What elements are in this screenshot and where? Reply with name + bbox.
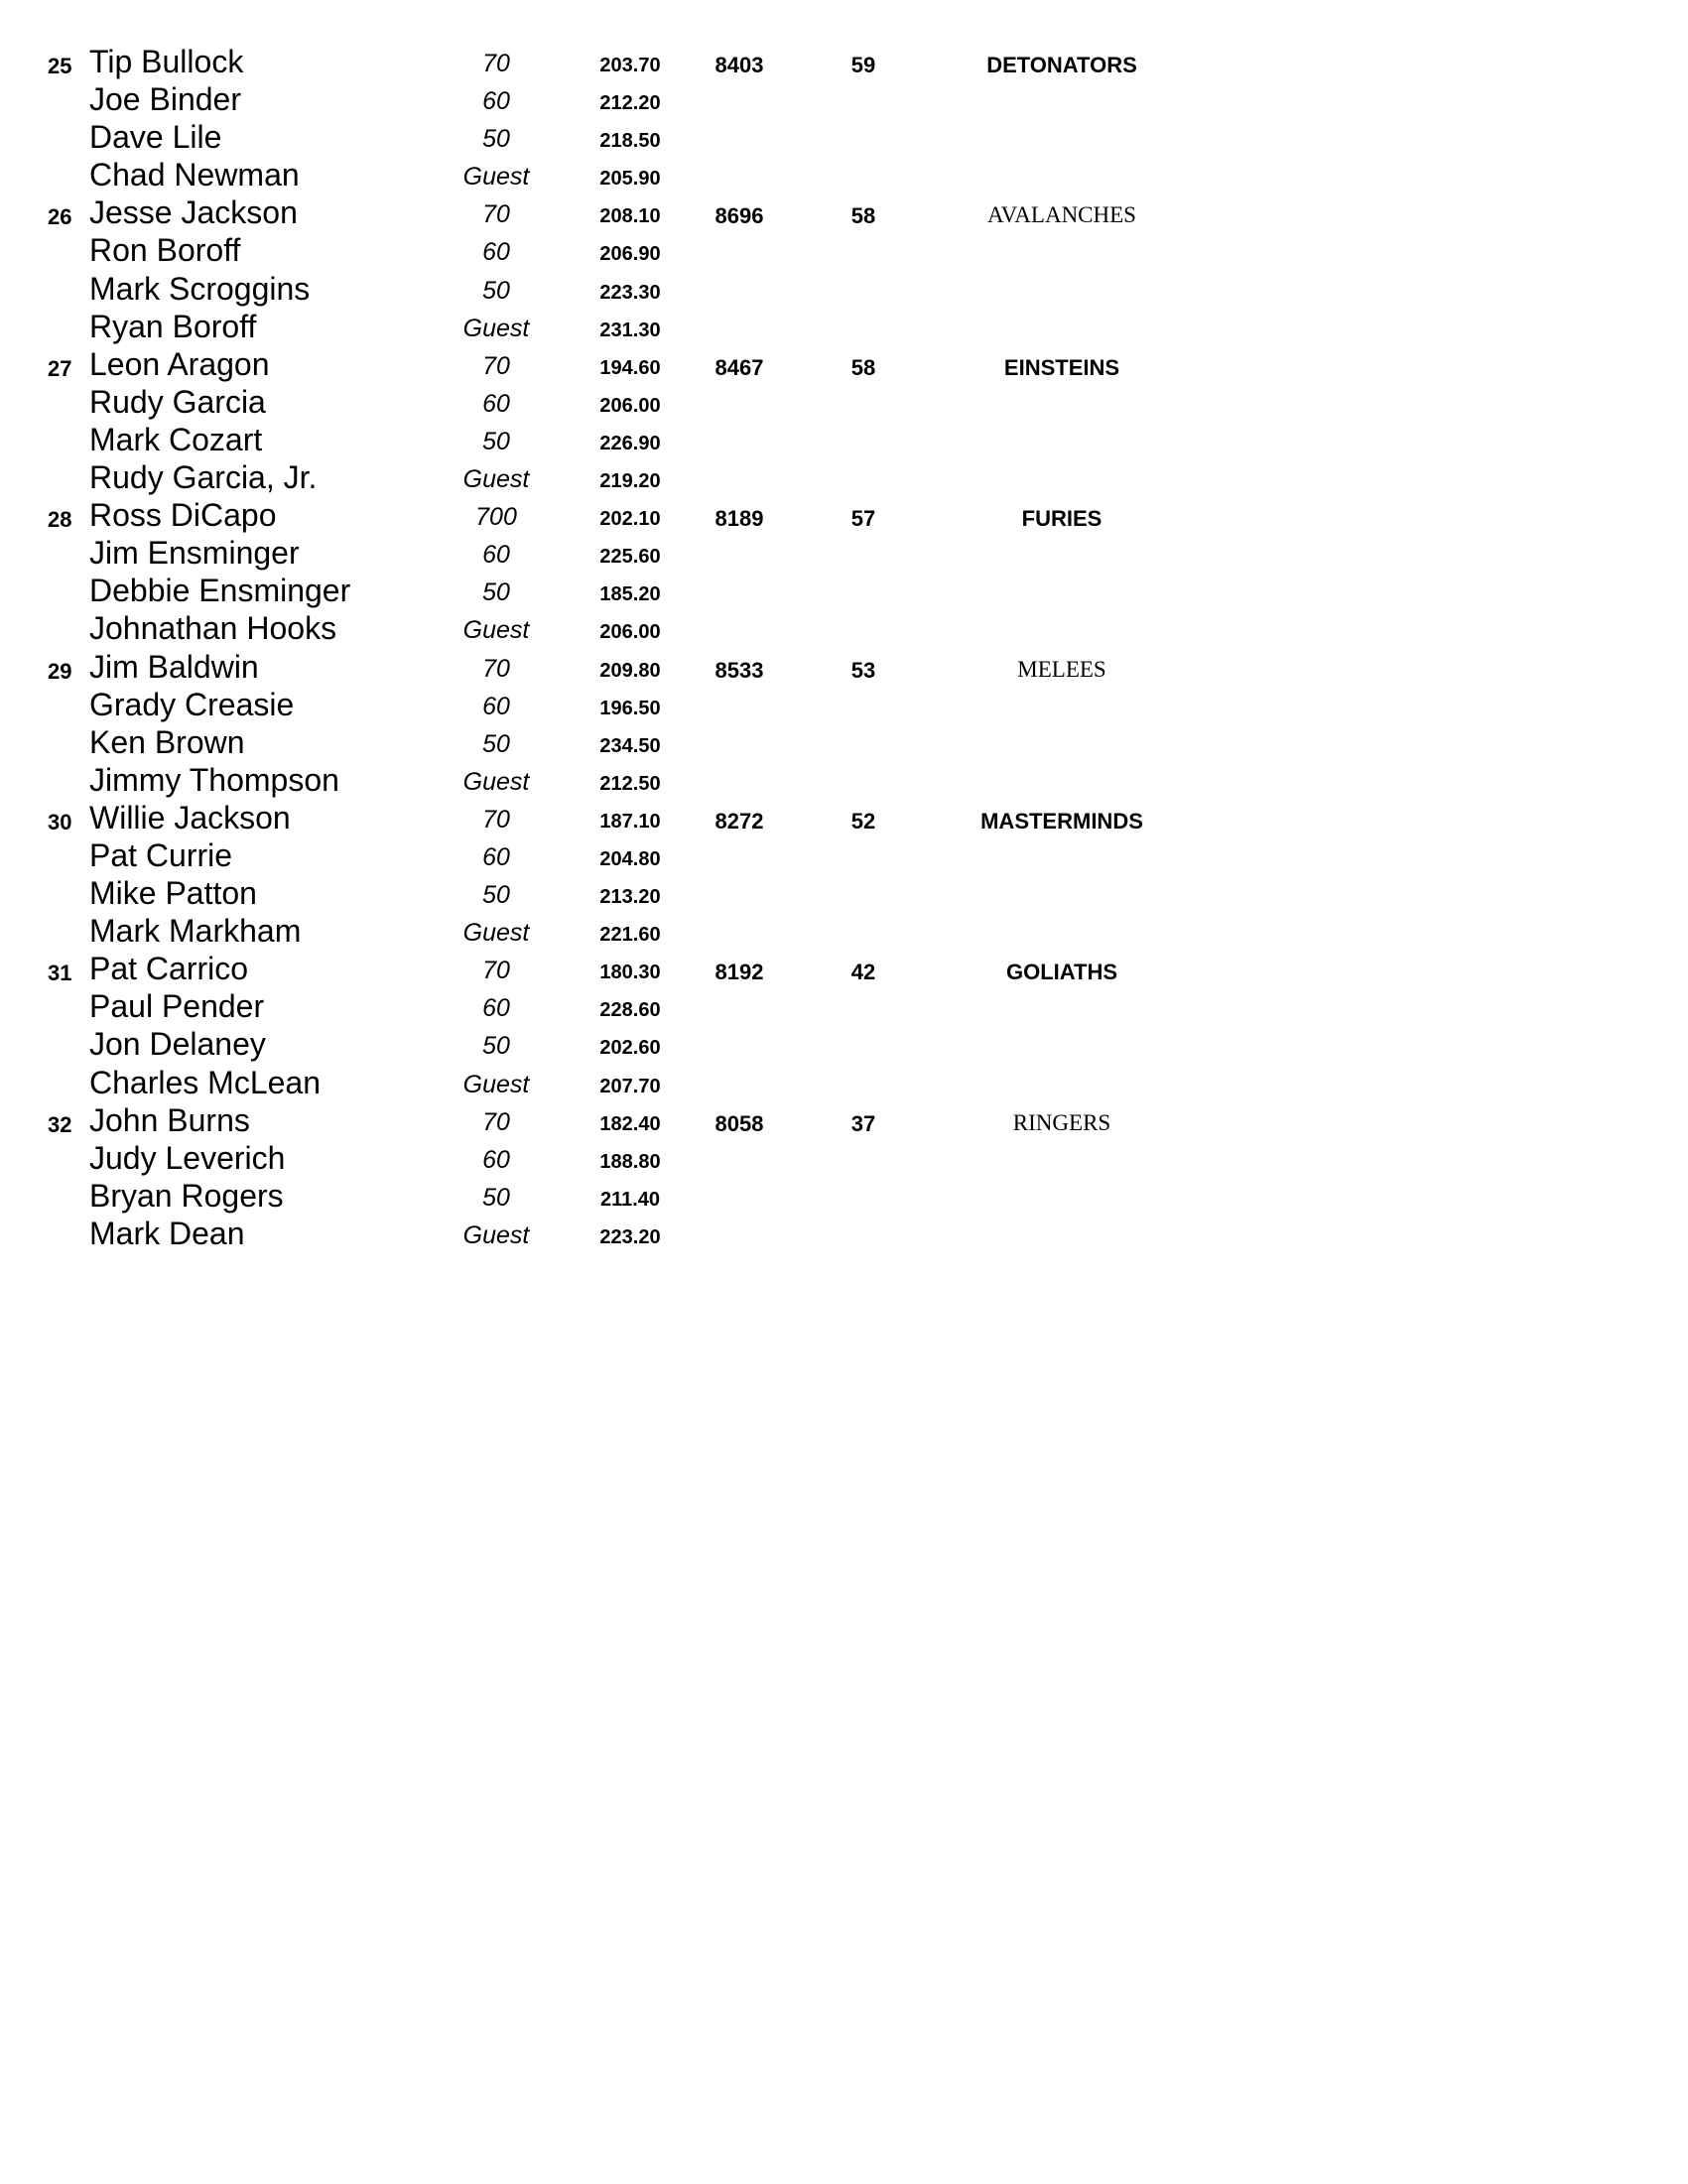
team-member-row — [0, 232, 1688, 270]
team-rank: 30 — [48, 809, 72, 835]
bowler-average: 204.80 — [599, 847, 661, 870]
team-rank: 28 — [48, 507, 72, 533]
bowler-handicap: 50 — [482, 729, 510, 758]
team-lead-row — [0, 951, 1688, 988]
team-total-pins: 8189 — [714, 506, 764, 532]
bowler-average: 202.10 — [599, 508, 661, 531]
team-lead-row — [0, 649, 1688, 687]
team-points: 37 — [850, 1110, 876, 1136]
team-lead-row — [0, 346, 1688, 384]
bowler-name: Mark Dean — [89, 1215, 245, 1251]
bowler-average: 206.90 — [599, 243, 661, 266]
bowler-handicap: 70 — [482, 1107, 510, 1136]
bowler-handicap: 50 — [482, 427, 510, 455]
bowler-average: 234.50 — [599, 734, 661, 757]
team-member-row — [0, 1216, 1688, 1253]
bowler-handicap: 60 — [482, 1145, 510, 1174]
team-points: 42 — [850, 960, 876, 985]
team-total-pins: 8696 — [714, 203, 764, 229]
bowler-handicap: 50 — [482, 1183, 510, 1212]
team-points: 59 — [850, 53, 876, 77]
bowler-handicap: Guest — [462, 465, 530, 494]
team-member-row — [0, 271, 1688, 309]
bowler-average: 196.50 — [599, 697, 661, 719]
bowler-average: 203.70 — [599, 55, 661, 76]
team-name: GOLIATHS — [1005, 960, 1118, 985]
team-member-row — [0, 384, 1688, 422]
bowler-name: Pat Currie — [89, 836, 233, 873]
bowler-name: Bryan Rogers — [89, 1177, 284, 1214]
bowler-name: Leon Aragon — [89, 345, 270, 382]
bowler-average: 218.50 — [599, 130, 661, 153]
bowler-handicap: Guest — [462, 919, 530, 948]
bowler-name: Willie Jackson — [89, 799, 291, 835]
team-total-pins: 8533 — [714, 657, 764, 683]
team-points: 52 — [850, 808, 876, 834]
bowler-average: 212.20 — [599, 92, 661, 115]
team-total-pins: 8058 — [714, 1110, 764, 1136]
bowler-average: 208.10 — [599, 205, 661, 228]
bowler-average: 205.90 — [599, 168, 661, 191]
bowler-name: Tip Bullock — [89, 44, 244, 79]
team-member-row — [0, 535, 1688, 573]
team-name: RINGERS — [1012, 1109, 1111, 1135]
team-standings-list — [0, 44, 1688, 1253]
bowler-average: 221.60 — [599, 924, 661, 947]
bowler-handicap: 70 — [482, 351, 510, 380]
bowler-name: Ken Brown — [89, 723, 245, 760]
bowler-average: 219.20 — [599, 470, 661, 493]
bowler-handicap: 70 — [482, 200, 510, 229]
team-total-pins: 8403 — [714, 53, 764, 77]
bowler-handicap: 50 — [482, 1032, 510, 1061]
bowler-average: 180.30 — [599, 962, 661, 984]
bowler-handicap: 60 — [482, 238, 510, 267]
team-member-row — [0, 309, 1688, 346]
bowler-handicap: 70 — [482, 957, 510, 985]
bowler-handicap: 70 — [482, 50, 510, 77]
bowler-average: 231.30 — [599, 319, 661, 341]
bowler-handicap: 50 — [482, 578, 510, 607]
bowler-average: 223.30 — [599, 281, 661, 304]
team-lead-row — [0, 497, 1688, 535]
bowler-name: Jim Ensminger — [89, 535, 300, 572]
bowler-handicap: 50 — [482, 276, 510, 305]
bowler-handicap: 60 — [482, 842, 510, 871]
bowler-average: 202.60 — [599, 1037, 661, 1060]
team-member-row — [0, 81, 1688, 119]
bowler-name: Paul Pender — [89, 988, 265, 1025]
bowler-name: Rudy Garcia — [89, 383, 266, 420]
bowler-name: Judy Leverich — [89, 1139, 286, 1176]
bowler-name: Ron Boroff — [89, 232, 241, 269]
team-name: AVALANCHES — [987, 202, 1136, 228]
team-member-row — [0, 913, 1688, 951]
bowler-handicap: 60 — [482, 541, 510, 570]
team-member-row — [0, 988, 1688, 1026]
bowler-name: Jon Delaney — [89, 1026, 266, 1063]
bowler-name: Charles McLean — [89, 1064, 321, 1100]
team-name: FURIES — [1021, 506, 1103, 532]
team-member-row — [0, 1026, 1688, 1064]
bowler-handicap: Guest — [462, 1070, 530, 1098]
team-points: 53 — [850, 657, 876, 683]
team-total-pins: 8272 — [714, 808, 764, 834]
team-total-pins: 8467 — [714, 354, 764, 380]
team-lead-row — [0, 1102, 1688, 1140]
bowler-average: 206.00 — [599, 621, 661, 644]
bowler-name: Mark Scroggins — [89, 270, 311, 307]
bowler-name: Jesse Jackson — [89, 194, 298, 231]
team-points: 58 — [850, 203, 876, 229]
team-member-row — [0, 610, 1688, 648]
bowler-average: 185.20 — [599, 583, 661, 606]
team-member-row — [0, 573, 1688, 610]
team-total-pins: 8192 — [714, 960, 764, 985]
bowler-handicap: 70 — [482, 805, 510, 834]
bowler-name: Joe Binder — [89, 81, 241, 118]
bowler-handicap: Guest — [462, 616, 530, 645]
team-member-row — [0, 422, 1688, 459]
bowler-average: 209.80 — [599, 659, 661, 682]
bowler-average: 187.10 — [599, 810, 661, 833]
bowler-name: Ross DiCapo — [89, 497, 277, 534]
bowler-handicap: 50 — [482, 881, 510, 910]
bowler-name: Mike Patton — [89, 875, 257, 912]
team-name: MASTERMINDS — [980, 808, 1143, 834]
team-rank: 29 — [48, 658, 72, 684]
bowler-average: 211.40 — [599, 1188, 661, 1211]
bowler-name: Mark Cozart — [89, 421, 263, 457]
bowler-name: Ryan Boroff — [89, 308, 257, 344]
bowler-handicap: Guest — [462, 1220, 530, 1249]
bowler-handicap: 50 — [482, 125, 510, 154]
bowler-handicap: 60 — [482, 692, 510, 720]
bowler-handicap: 60 — [482, 994, 510, 1023]
team-points: 58 — [850, 354, 876, 380]
bowler-handicap: 60 — [482, 87, 510, 116]
team-rank: 26 — [48, 204, 72, 230]
bowler-average: 182.40 — [599, 1112, 661, 1135]
team-member-row — [0, 724, 1688, 762]
bowler-average: 226.90 — [599, 432, 661, 454]
bowler-handicap: 60 — [482, 389, 510, 418]
bowler-average: 213.20 — [599, 886, 661, 909]
bowler-average: 188.80 — [599, 1150, 661, 1173]
bowler-name: Jim Baldwin — [89, 648, 259, 685]
bowler-name: John Burns — [89, 1101, 250, 1138]
team-member-row — [0, 1178, 1688, 1216]
team-name: EINSTEINS — [1003, 354, 1120, 380]
team-name: MELEES — [1017, 656, 1106, 682]
team-lead-row — [0, 194, 1688, 232]
bowler-average: 228.60 — [599, 999, 661, 1022]
bowler-name: Debbie Ensminger — [89, 573, 351, 609]
bowler-name: Mark Markham — [89, 913, 302, 950]
bowler-name: Grady Creasie — [89, 686, 295, 722]
bowler-average: 206.00 — [599, 394, 661, 417]
team-name: DETONATORS — [986, 53, 1137, 77]
team-member-row — [0, 1140, 1688, 1178]
bowler-handicap: Guest — [462, 767, 530, 796]
team-rank: 31 — [48, 961, 72, 986]
team-rank: 27 — [48, 355, 72, 381]
team-member-row — [0, 157, 1688, 194]
bowler-average: 194.60 — [599, 356, 661, 379]
bowler-handicap: Guest — [462, 163, 530, 192]
bowler-name: Johnathan Hooks — [89, 610, 337, 647]
bowler-average: 225.60 — [599, 546, 661, 569]
team-rank: 32 — [48, 1111, 72, 1137]
team-member-row — [0, 762, 1688, 800]
bowler-average: 223.20 — [599, 1225, 661, 1248]
bowler-handicap: 700 — [475, 503, 517, 532]
bowler-name: Rudy Garcia, Jr. — [89, 459, 318, 496]
team-member-row — [0, 1065, 1688, 1102]
team-rank: 25 — [48, 54, 72, 78]
team-member-row — [0, 459, 1688, 497]
team-member-row — [0, 875, 1688, 913]
bowler-average: 207.70 — [599, 1075, 661, 1097]
bowler-handicap: 70 — [482, 654, 510, 683]
bowler-handicap: Guest — [462, 314, 530, 342]
bowler-average: 212.50 — [599, 772, 661, 795]
team-member-row — [0, 837, 1688, 875]
team-lead-row — [0, 44, 1688, 81]
bowler-name: Chad Newman — [89, 157, 300, 193]
bowler-name: Jimmy Thompson — [89, 761, 339, 798]
team-lead-row — [0, 800, 1688, 837]
team-points: 57 — [850, 506, 876, 532]
team-member-row — [0, 119, 1688, 157]
bowler-name: Pat Carrico — [89, 951, 249, 987]
bowler-name: Dave Lile — [89, 119, 222, 156]
team-member-row — [0, 687, 1688, 724]
